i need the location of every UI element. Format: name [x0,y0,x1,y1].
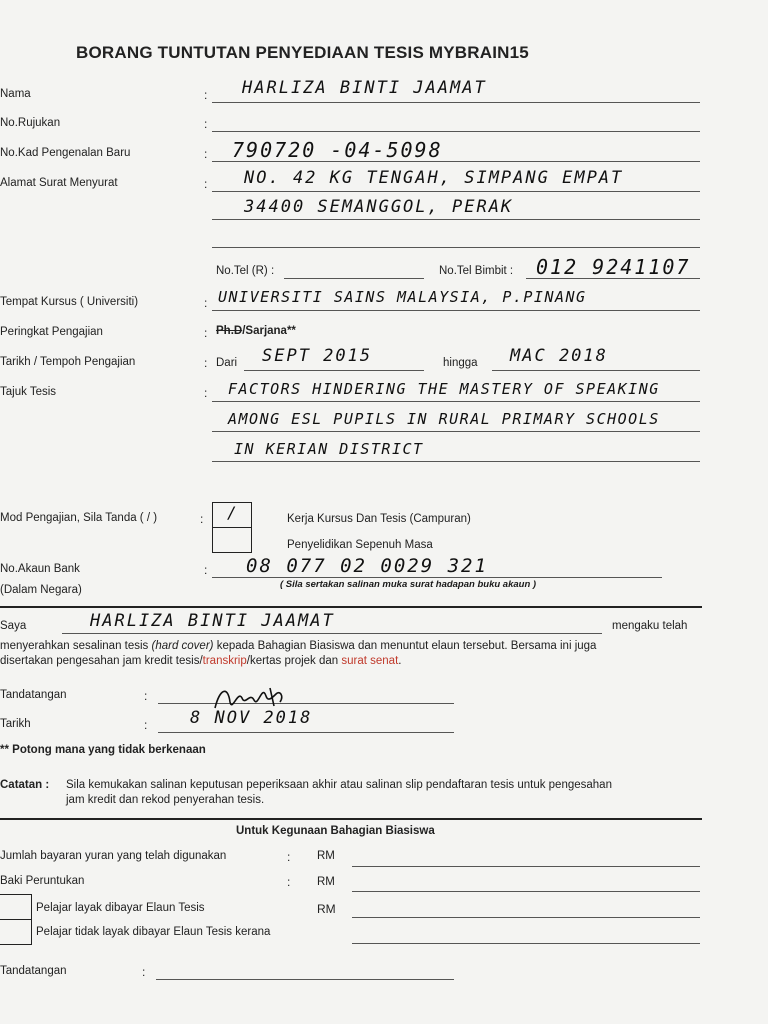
colon: : [144,689,148,703]
tempat-kursus-value[interactable]: UNIVERSITI SAINS MALAYSIA, P.PINANG [218,288,587,306]
sarjana: /Sarjana** [242,325,296,337]
underline [212,431,700,432]
saya-name-value[interactable]: HARLIZA BINTI JAAMAT [90,611,335,631]
catatan-line-1: Sila kemukakan salinan keputusan peperiksaan akhir atau salinan slip pendaftaran tesis untuk pengesahan [66,779,612,791]
option-kerja-kursus: Kerja Kursus Dan Tesis (Campuran) [287,513,471,525]
label-baki: Baki Peruntukan [0,875,85,887]
jumlah-input[interactable] [352,866,700,867]
underline [244,370,424,371]
label-ic: No.Kad Pengenalan Baru [0,147,131,159]
potong-note: ** Potong mana yang tidak berkenaan [0,744,206,756]
akaun-value[interactable]: 08 077 02 0029 321 [246,555,488,577]
checkbox-penyelidikan[interactable] [212,527,252,553]
rujukan-input[interactable] [212,131,700,132]
label-jumlah-bayaran: Jumlah bayaran yuran yang telah digunakan [0,850,227,862]
checkbox-layak[interactable] [0,894,32,920]
colon: : [204,326,208,340]
label-saya: Saya [0,620,27,632]
underline [212,310,700,311]
underline [212,191,700,192]
label-peringkat: Peringkat Pengajian [0,326,103,338]
dari-value[interactable]: SEPT 2015 [262,346,373,366]
label-akaun: No.Akaun Bank [0,563,80,575]
tajuk-line-1[interactable]: FACTORS HINDERING THE MASTERY OF SPEAKING [228,380,660,398]
catatan-label: Catatan : [0,779,50,791]
signature-line[interactable] [158,703,454,704]
ic-value[interactable]: 790720 -04-5098 [232,138,443,162]
rm-label: RM [317,902,336,916]
label-tandatangan-office: Tandatangan [0,965,67,977]
label-tempat-kursus: Tempat Kursus ( Universiti) [0,296,139,308]
colon: : [204,386,208,400]
underline [492,370,700,371]
office-signature-line[interactable] [156,979,454,980]
label-alamat: Alamat Surat Menyurat [0,177,118,189]
tajuk-line-3[interactable]: IN KERIAN DISTRICT [234,440,424,458]
label-layak: Pelajar layak dibayar Elaun Tesis [36,902,205,914]
label-dalam-negara: (Dalam Negara) [0,584,82,596]
alamat-line-2[interactable]: 34400 SEMANGGOL, PERAK [244,197,514,217]
alamat-line-1[interactable]: NO. 42 KG TENGAH, SIMPANG EMPAT [244,168,624,188]
label-tandatangan: Tandatangan [0,689,67,701]
tel-rumah-input[interactable] [284,278,424,279]
colon: : [204,117,208,131]
label-tel-bimbit: No.Tel Bimbit : [439,265,514,277]
checkbox-kerja-kursus[interactable] [212,502,252,528]
label-tel-rumah: No.Tel (R) : [216,265,275,277]
colon: : [204,563,208,577]
colon: : [204,296,208,310]
tarikh-value[interactable]: 8 NOV 2018 [190,708,313,728]
underline [158,732,454,733]
catatan-line-2: jam kredit dan rekod penyerahan tesis. [66,794,265,806]
akaun-note: ( Sila sertakan salinan muka surat hadapan buku akaun ) [280,579,537,590]
underline [212,461,700,462]
underline [212,401,700,402]
peringkat-value[interactable] [216,325,296,337]
divider [0,606,702,608]
label-tajuk: Tajuk Tesis [0,386,57,398]
tidak-layak-input[interactable] [352,943,700,944]
colon: : [200,512,204,526]
hingga-value[interactable]: MAC 2018 [510,346,608,366]
underline [212,102,700,103]
baki-input[interactable] [352,891,700,892]
label-tarikh: Tarikh [0,718,31,730]
phd-struck: Ph.D [216,325,243,337]
underline [62,633,602,634]
rm-label: RM [317,876,335,888]
label-tidak-layak: Pelajar tidak layak dibayar Elaun Tesis kerana [36,926,271,938]
layak-input[interactable] [352,917,700,918]
tel-bimbit-value[interactable]: 012 9241107 [536,255,691,279]
colon: : [287,850,291,864]
colon: : [287,875,291,889]
underline [212,219,700,220]
colon: : [144,718,148,732]
colon: : [204,356,208,370]
colon: : [142,965,146,979]
declaration-line-2: disertakan pengesahan jam kredit tesis/transkrip/kertas projek dan surat senat. [0,655,402,667]
divider [0,818,702,820]
rm-label: RM [317,850,335,862]
mengaku-label: mengaku telah [612,620,688,632]
colon: : [204,147,208,161]
underline [212,247,700,248]
colon: : [204,88,208,102]
label-nama: Nama [0,88,31,100]
hingga-label: hingga [443,357,478,369]
tajuk-line-2[interactable]: AMONG ESL PUPILS IN RURAL PRIMARY SCHOOLS [228,410,660,428]
option-penyelidikan: Penyelidikan Sepenuh Masa [287,539,433,551]
checkmark: / [227,503,239,522]
form-title: BORANG TUNTUTAN PENYEDIAAN TESIS MYBRAIN15 [76,43,529,62]
nama-value[interactable]: HARLIZA BINTI JAAMAT [242,78,487,98]
label-no-rujukan: No.Rujukan [0,117,61,129]
label-tarikh-tempoh: Tarikh / Tempoh Pengajian [0,356,136,368]
checkbox-tidak-layak[interactable] [0,919,32,945]
label-mod: Mod Pengajian, Sila Tanda ( / ) [0,512,158,524]
office-use-title: Untuk Kegunaan Bahagian Biasiswa [236,825,435,837]
underline [212,577,662,578]
declaration-line-1: menyerahkan sesalinan tesis (hard cover) kepada Bahagian Biasiswa dan menuntut elaun tersebut. Bersama ini juga [0,640,597,652]
colon: : [204,177,208,191]
dari-label: Dari [216,357,238,369]
